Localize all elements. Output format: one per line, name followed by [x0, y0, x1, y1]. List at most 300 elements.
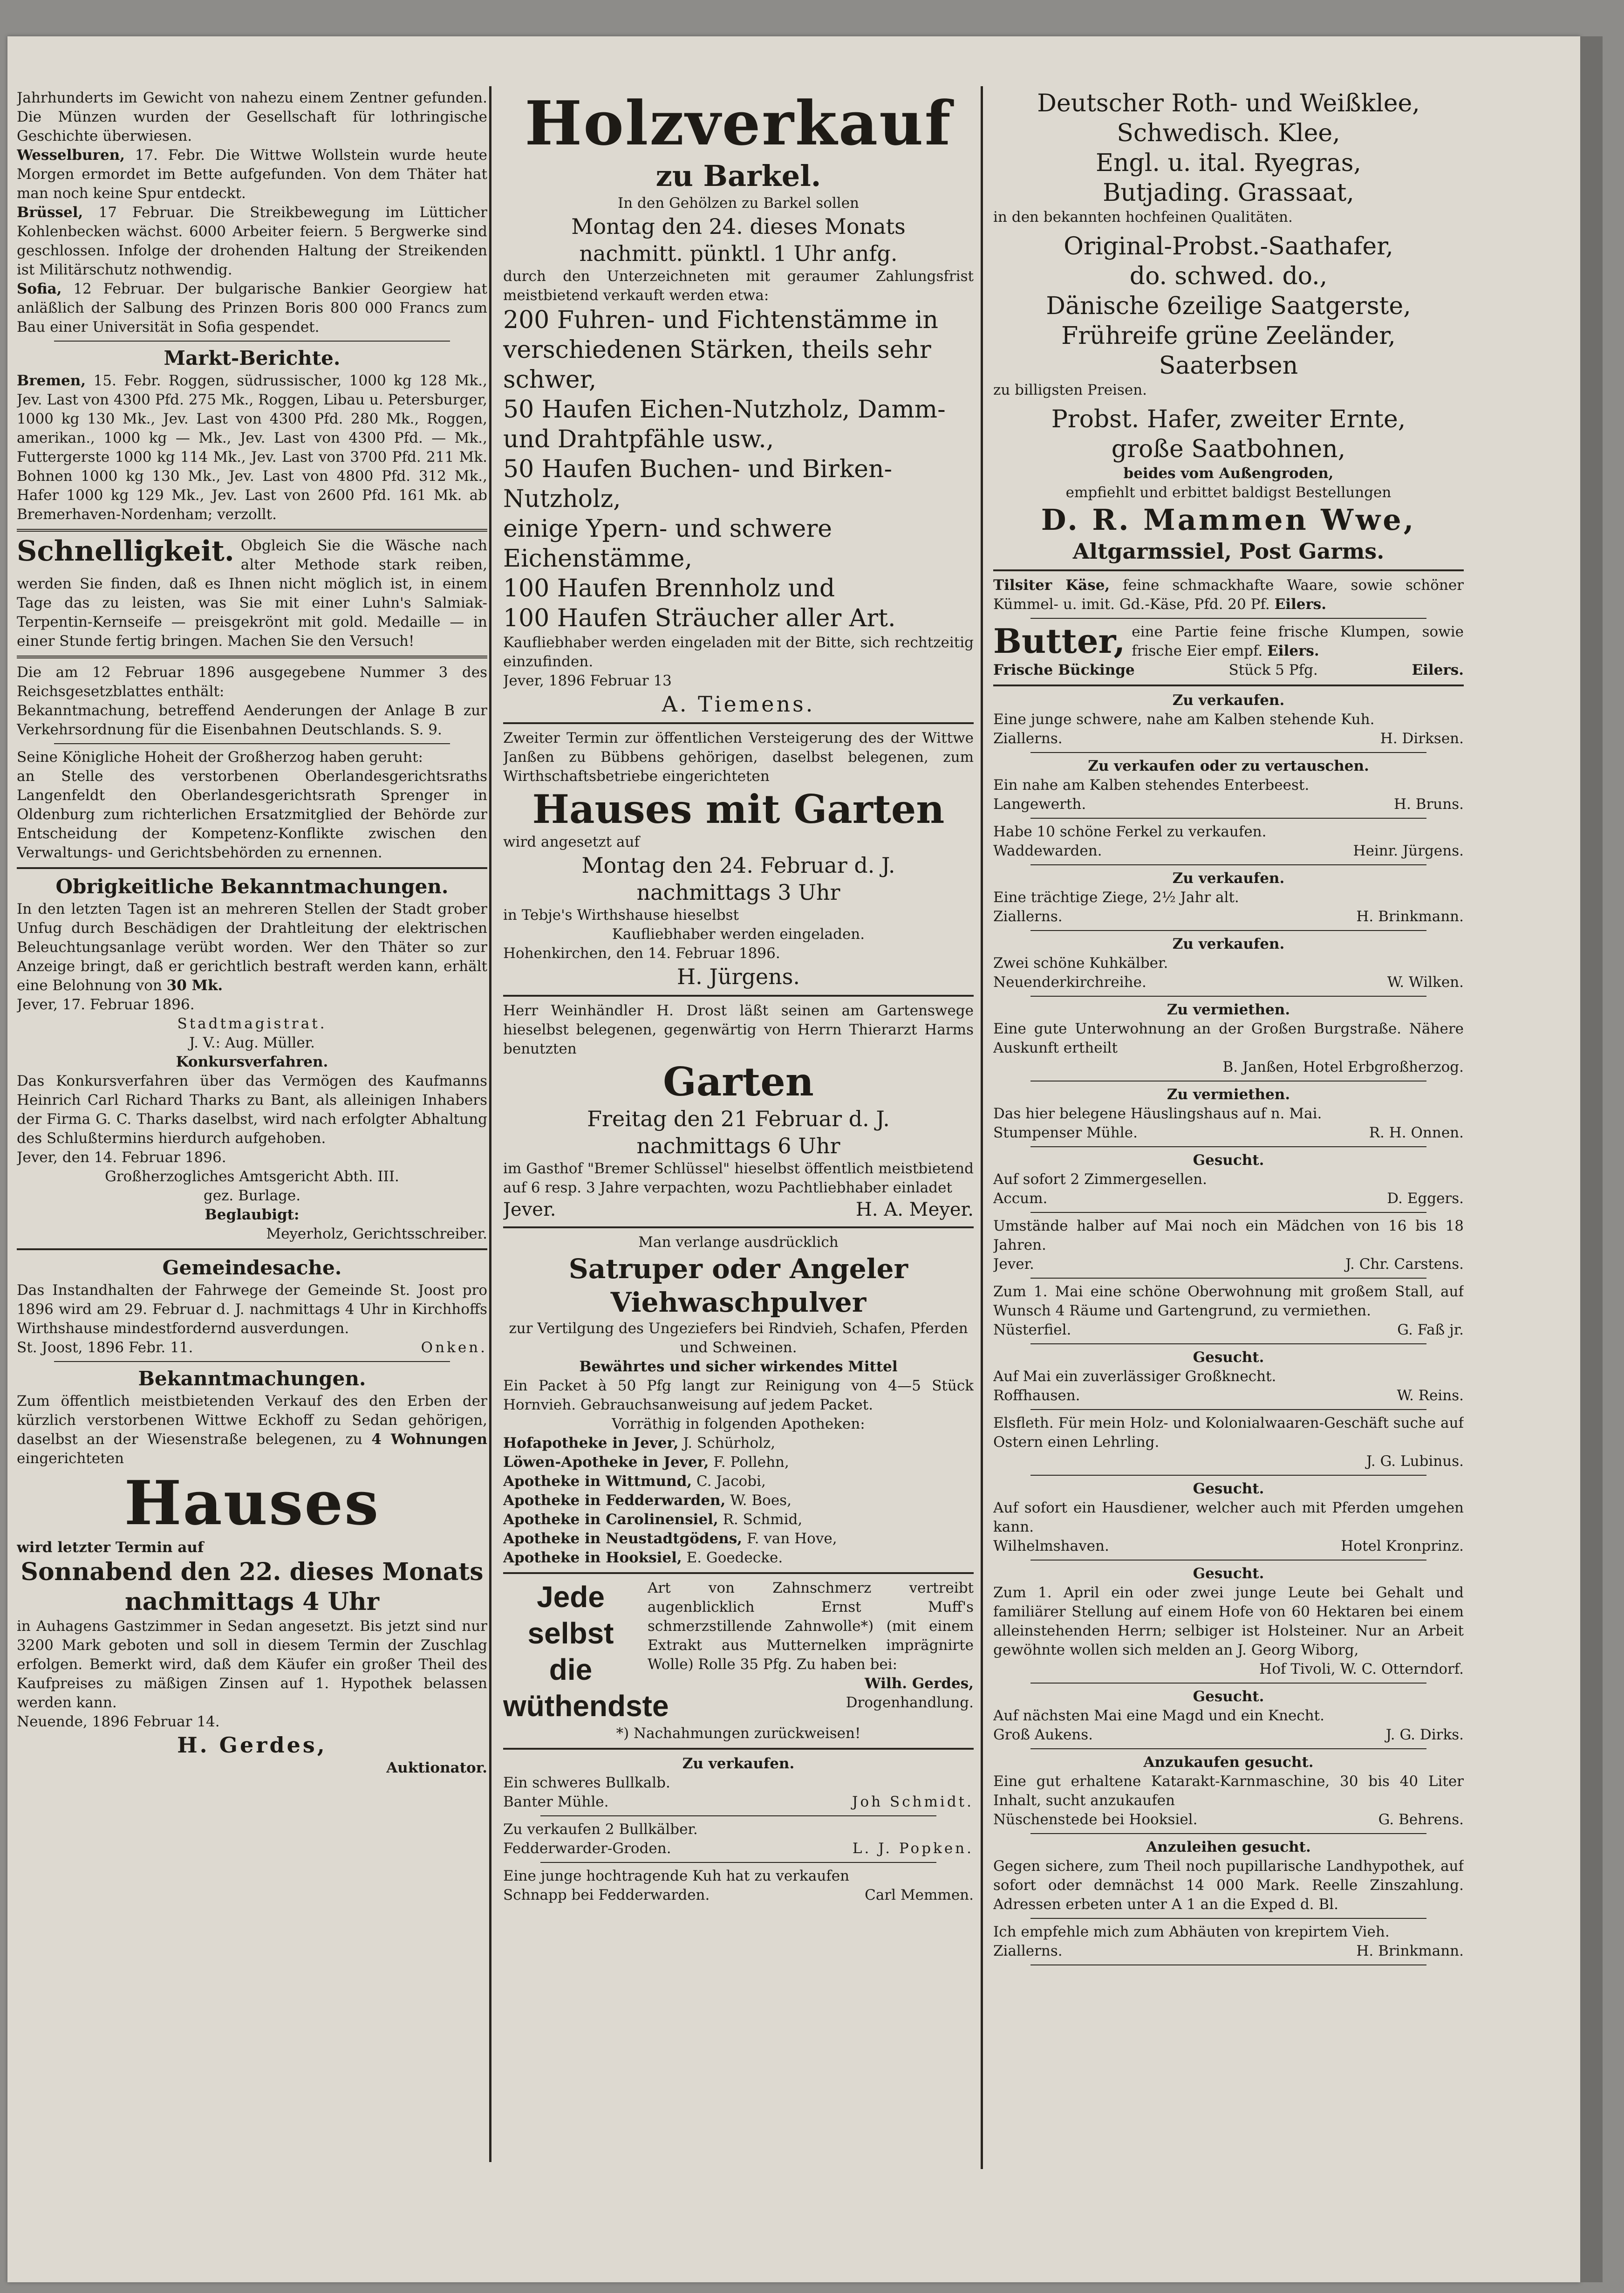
classified-text: Zum 1. April ein oder zwei junge Leute bei Gehalt und familiärer Stellung auf einem Hofe von 60 Hektaren bei einem alleinstehenden Herrn; selbiger ist Holsteiner. Nur an Arbeit gewöhnte wollen sich melden an J. Georg Wiborg,: [993, 1584, 1464, 1658]
ad-seller-shop: Drogenhandlung.: [846, 1694, 974, 1711]
news-item: [17, 203, 487, 280]
notice-footer: [17, 1338, 487, 1357]
classified-footer: [993, 842, 1464, 861]
divider: [503, 1572, 974, 1574]
pharmacy-name: Apotheke in Neustadtgödens,: [503, 1530, 743, 1547]
divider: [17, 867, 487, 869]
seed-item: do. schwed. do.,: [1129, 262, 1328, 290]
classified-text: Elsfleth. Für mein Holz- und Kolonialwaaren-Geschäft suche auf Ostern einen Lehrling.: [993, 1415, 1464, 1451]
ad-place: Fedderwarder-Groden.: [503, 1840, 671, 1857]
classified-signatory: Heinr. Jürgens.: [1353, 842, 1464, 859]
classified-place: Ziallerns.: [993, 730, 1063, 747]
auction-date: Montag den 24. Februar d. J.: [581, 853, 895, 878]
classified-ad: [993, 1085, 1464, 1147]
classified-heading: Anzuleihen gesucht.: [1146, 1839, 1311, 1855]
auction-location: in Tebje's Wirthshause hieselbst: [503, 907, 739, 924]
classified-footer: [993, 1321, 1464, 1340]
divider: [1030, 1146, 1426, 1147]
ad-zahnwolle-heading: [503, 1579, 669, 1724]
classified-text: Habe 10 schöne Ferkel zu verkaufen.: [993, 823, 1267, 840]
divider: [1030, 1833, 1426, 1834]
market-text: 15. Febr. Roggen, südrussischer, 1000 kg 128 Mk., Jev. Last von 4300 Pfd. 275 Mk., Roggen, Libau u. Petersburger, 1000 kg 130 Mk., Jev. Last von 4300 Pfd. 280 Mk., Roggen, amerikan., 1000 kg — Mk., Jev. Last von 4300 Pfd. — Mk., Futtergerste 1000 kg 114 Mk., Jev. Last von 3700 Pfd. 211 Mk. Bohnen 1000 kg 130 Mk., Jev. Last von 4800 Pfd. 312 Mk., Hafer 1000 kg 129 Mk., Jev. Last von 2600 Pfd. 161 Mk. ab Bremerhaven-Nordenham; verzollt.: [17, 372, 487, 523]
divider: [54, 1361, 450, 1362]
divider: [1030, 1409, 1426, 1410]
classified-text: Zwei schöne Kuhkälber.: [993, 955, 1168, 972]
classified-footer: [993, 1537, 1464, 1556]
classified-footer: [993, 1452, 1464, 1471]
sale-date: Montag den 24. dieses Monats: [571, 214, 906, 239]
divider: [503, 995, 974, 997]
classified-signatory: H. Brinkmann.: [1356, 1943, 1464, 1959]
column-right: [993, 89, 1464, 2223]
pharmacy-item: [503, 1548, 974, 1567]
ad-footer: [503, 1793, 974, 1812]
classified-signatory: G. Faß jr.: [1397, 1321, 1464, 1338]
notice-court: Großherzogliches Amtsgericht Abth. III.: [105, 1168, 399, 1185]
divider: [540, 1815, 936, 1816]
display-heading: Holzverkauf: [525, 89, 952, 159]
ad-heading: Schnelligkeit.: [17, 535, 234, 568]
display-subheading: zu Barkel.: [655, 159, 821, 193]
auctioneer-role: Auktionator.: [386, 1759, 487, 1776]
ad-footnote: *) Nachahmungen zurückweisen!: [616, 1725, 861, 1742]
classified-footer: [993, 729, 1464, 748]
classified-heading: Zu vermiethen.: [1167, 1086, 1290, 1103]
pharmacy-name: Apotheke in Wittmund,: [503, 1473, 692, 1490]
divider: [1030, 1964, 1426, 1965]
notice-date: Jever, 17. Februar 1896.: [17, 996, 195, 1013]
news-item: [17, 146, 487, 203]
classified-place: Stumpenser Mühle.: [993, 1124, 1138, 1141]
notice-body: eingerichteten: [17, 1450, 124, 1467]
lease-signatory: H. A. Meyer.: [856, 1199, 974, 1220]
auction-time: nachmittags 4 Uhr: [124, 1588, 380, 1616]
auction-line: wird angesetzt auf: [503, 834, 640, 850]
seed-note: in den bekannten hochfeinen Qualitäten.: [993, 209, 1293, 226]
auction-line: wird letzter Termin auf: [17, 1539, 204, 1556]
sale-date-line: Jever, 1896 Februar 13: [503, 672, 672, 689]
classified-place: Jever.: [993, 1256, 1034, 1273]
display-heading: Hauses: [124, 1467, 380, 1539]
seed-item: Schwedisch. Klee,: [1117, 119, 1340, 147]
pharmacy-owner: W. Boes,: [730, 1492, 792, 1509]
ad-highlight: Frische Bückinge: [993, 662, 1135, 678]
divider: [540, 1862, 936, 1863]
news-place: Wesselburen,: [17, 147, 125, 164]
classified-ad: [993, 1564, 1464, 1684]
subsection-heading: Zu verkaufen.: [682, 1755, 795, 1772]
divider: [503, 722, 974, 724]
ad-heading: Butter,: [993, 621, 1126, 661]
notice-body: In den letzten Tagen ist an mehreren Stellen der Stadt grober Unfug durch Beschädigen der Drahtleitung der elektrischen Beleuchtungsanlage verübt worden. Wer den Thäter so zur Anzeige bringt, daß er gerichtlich bestraft werden kann, erhält eine Belohnung von: [17, 901, 487, 994]
classified-place: Langewerth.: [993, 796, 1086, 813]
classified-footer: [993, 973, 1464, 992]
classified-ad: [993, 691, 1464, 753]
market-report: [17, 371, 487, 524]
ad-tilsit: [993, 576, 1464, 614]
ad-footer: [503, 1839, 974, 1858]
divider: [1030, 1683, 1426, 1684]
classified-heading: Zu vermiethen.: [1167, 1001, 1290, 1018]
lease-footer: [503, 1198, 974, 1222]
divider: [1030, 1918, 1426, 1919]
classified-place: Wilhelmshaven.: [993, 1538, 1109, 1554]
divider: [503, 1748, 974, 1750]
auctioneer-name: H. Gerdes,: [177, 1732, 327, 1758]
classified-heading: Anzukaufen gesucht.: [1143, 1754, 1314, 1771]
classified-heading: Zu verkaufen.: [1172, 692, 1285, 709]
divider: [1030, 930, 1426, 931]
reward-amount: 30 Mk.: [166, 977, 223, 994]
page-shadow-edge: [1580, 36, 1603, 2282]
notice-date: Jever, den 14. Februar 1896.: [17, 1149, 226, 1166]
pharmacy-owner: F. Pollehn,: [713, 1454, 789, 1471]
pharmacy-item: [503, 1529, 974, 1548]
classified-footer: [993, 1386, 1464, 1405]
divider: [1030, 1278, 1426, 1279]
classified-footer: [993, 1942, 1464, 1961]
seed-item: Saaterbsen: [1159, 352, 1298, 380]
classified-ad: [993, 1479, 1464, 1561]
classified-ad: [993, 1000, 1464, 1081]
divider: [993, 684, 1464, 686]
seller-name: D. R. Mammen Wwe,: [1041, 503, 1416, 537]
ad-zahnwolle: [503, 1579, 974, 1724]
lease-text: im Gasthof "Bremer Schlüssel" hieselbst öffentlich meistbietend auf 6 resp. 3 Jahre verpachten, wozu Pachtliebhaber einladet: [503, 1160, 974, 1196]
notice-text: in Auhagens Gastzimmer in Sedan angesetzt. Bis jetzt sind nur 3200 Mark geboten und soll in diesem Termin der Zuschlag erfolgen. Bemerkt wird, daß dem Käufer ein großer Theil des Kaufpreises zu mäßigen Zinsen auf 1. Hypothek belassen werden kann.: [17, 1618, 487, 1711]
classified-heading: Gesucht.: [1193, 1688, 1264, 1705]
ad-footer: [503, 1886, 974, 1905]
classified-ad: [993, 1923, 1464, 1965]
divider: [1030, 818, 1426, 819]
column-rule: [981, 86, 983, 2169]
ad-buckinge: [993, 661, 1464, 680]
reichsgesetzblatt-content: Bekanntmachung, betreffend Aenderungen der Anlage B zur Verkehrsordnung für die Eisenbahnen Deutschlands. S. 9.: [17, 702, 487, 738]
seed-note: beides vom Außengroden,: [1123, 465, 1334, 482]
classified-text: Das hier belegene Häuslingshaus auf n. Mai.: [993, 1105, 1322, 1122]
seed-item: Deutscher Roth- und Weißklee,: [1037, 89, 1420, 117]
notice-text: Das Konkursverfahren über das Vermögen des Kaufmanns Heinrich Carl Richard Tharks zu Bant, als alleinigen Inhabers der Firma G. C. Tharks daselbst, wird nach erfolgter Abhaltung des Schlußtermins hierdurch aufgehoben.: [17, 1073, 487, 1147]
ad-signatory: Joh Schmidt.: [852, 1793, 974, 1810]
sale-intro: durch den Unterzeichneten mit geraumer Zahlungsfrist meistbietend verkauft werden etwa:: [503, 268, 974, 304]
hoheit-content: an Stelle des verstorbenen Oberlandesgerichtsraths Langenfeldt den Oberlandesgerichtsrath Sprenger in Oldenburg zum richterlichen Ersatzmitglied der Behörde zur Entscheidung der Kompetenz-Konflikte zwischen den Verwaltungs- und Gerichtsbehörden zu ernennen.: [17, 768, 487, 861]
sale-item: einige Ypern- und schwere Eichenstämme,: [503, 515, 832, 573]
pharmacy-item: [503, 1491, 974, 1510]
classified-ad: [993, 1838, 1464, 1919]
seed-item: Original-Probst.-Saathafer,: [1064, 233, 1393, 260]
pharmacy-owner: J. Schürholz,: [683, 1435, 776, 1451]
ad-signatory: L. J. Popken.: [852, 1840, 974, 1857]
divider: [54, 341, 450, 342]
classified-text: Ein nahe am Kalben stehendes Enterbeest.: [993, 777, 1310, 794]
ad-text: Eine junge hochtragende Kuh hat zu verkaufen: [503, 1868, 850, 1884]
classified-heading: Gesucht.: [1193, 1480, 1264, 1497]
notice-signatory: gez. Burlage.: [203, 1187, 301, 1204]
divider: [17, 529, 487, 532]
classified-footer: [993, 907, 1464, 926]
seed-item: Probst. Hafer, zweiter Ernte,: [1051, 405, 1406, 433]
market-place: Bremen,: [17, 372, 86, 389]
notice-signatory: Onken.: [421, 1339, 487, 1356]
classified-text: Eine trächtige Ziege, 2½ Jahr alt.: [993, 889, 1239, 906]
classified-place: Waddewarden.: [993, 842, 1102, 859]
seller-place: Altgarmssiel, Post Garms.: [1072, 539, 1385, 564]
sale-item: 100 Haufen Sträucher aller Art.: [503, 604, 896, 632]
sale-item: 100 Haufen Brennholz und: [503, 575, 835, 602]
product-text: zur Vertilgung des Ungeziefers bei Rindvieh, Schafen, Pferden und Schweinen.: [509, 1320, 968, 1356]
classified-signatory: W. Reins.: [1397, 1387, 1464, 1404]
sale-line: In den Gehölzen zu Barkel sollen: [617, 195, 860, 212]
pharmacy-item: [503, 1434, 974, 1453]
news-place: Brüssel,: [17, 204, 83, 221]
ad-text: Ein schweres Bullkalb.: [503, 1774, 670, 1791]
divider: [503, 1226, 974, 1228]
classified-text: Auf Mai ein zuverlässiger Großknecht.: [993, 1368, 1276, 1385]
classified-text: Eine junge schwere, nahe am Kalben stehende Kuh.: [993, 711, 1375, 728]
news-text: 17 Februar. Die Streikbewegung im Lütticher Kohlenbecken wächst. 6000 Arbeiter feiern. 5 Bergwerke sind geschlossen. Infolge der drohenden Haltung der Streikenden ist Militärschutz nothwendig.: [17, 204, 487, 278]
heading-word: die: [549, 1653, 593, 1686]
column-rule: [489, 86, 491, 2162]
pharmacy-item: [503, 1472, 974, 1491]
classified-text: Auf sofort 2 Zimmergesellen.: [993, 1171, 1207, 1188]
product-heading: Viehwaschpulver: [610, 1287, 867, 1318]
section-heading: Obrigkeitliche Bekanntmachungen.: [55, 875, 449, 898]
classified-text: Zum 1. Mai eine schöne Oberwohnung mit großem Stall, auf Wunsch 4 Räume und Gartengrund, zu vermiethen.: [993, 1283, 1464, 1319]
classified-signatory: R. H. Onnen.: [1369, 1124, 1464, 1141]
pharmacy-owner: E. Goedecke.: [686, 1549, 783, 1566]
ad-signatory: Eilers.: [1274, 596, 1327, 613]
display-heading: Hauses mit Garten: [532, 786, 945, 832]
pharmacy-list: [503, 1434, 974, 1567]
classified-signatory: Hotel Kronprinz.: [1341, 1538, 1464, 1554]
divider: [1030, 1560, 1426, 1561]
pharmacy-name: Hofapotheke in Jever,: [503, 1435, 679, 1451]
pharmacy-name: Apotheke in Carolinensiel,: [503, 1511, 718, 1528]
product-pre: Man verlange ausdrücklich: [638, 1234, 839, 1251]
notice-text: [17, 1392, 487, 1468]
seed-item: Dänische 6zeilige Saatgerste,: [1046, 292, 1411, 320]
ad-signatory: Eilers.: [1267, 643, 1319, 659]
divider: [1030, 1343, 1426, 1344]
hoheit-text: Seine Königliche Hoheit der Großherzog haben geruht:: [17, 749, 423, 766]
classified-ad: [993, 1687, 1464, 1749]
divider: [17, 656, 487, 658]
classified-ad: [993, 1282, 1464, 1344]
divider: [17, 1248, 487, 1250]
ad-text: Stück 5 Pfg.: [1228, 662, 1318, 678]
ad-seller: Wilh. Gerdes,: [864, 1675, 974, 1692]
classified-footer: [993, 1725, 1464, 1745]
notice-date: St. Joost, 1896 Febr. 11.: [17, 1339, 193, 1356]
classified-heading: Zu verkaufen oder zu vertauschen.: [1088, 758, 1369, 774]
reichsgesetzblatt: Die am 12 Februar 1896 ausgegebene Nummer 3 des Reichsgesetzblattes enthält:: [17, 664, 487, 700]
classified-text: Umstände halber auf Mai noch ein Mädchen von 16 bis 18 Jahren.: [993, 1218, 1464, 1253]
notice-body: Zum öffentlich meistbietenden Verkauf des den Erben der kürzlich verstorbenen Wittwe Eckhoff zu Sedan gehörigen, daselbst an der Wiesenstraße belegenen, zu: [17, 1393, 487, 1448]
pharmacy-item: [503, 1453, 974, 1472]
classified-heading: Zu verkaufen.: [1172, 870, 1285, 887]
classified-signatory: B. Janßen, Hotel Erbgroßherzog.: [1222, 1059, 1464, 1075]
notice-date: Neuende, 1896 Februar 14.: [17, 1713, 220, 1730]
intro-text: Jahrhunderts im Gewicht von nahezu einem Zentner gefunden. Die Münzen wurden der Gesellschaft für lothringische Geschichte überwiesen.: [17, 89, 487, 144]
ad-highlight: Tilsiter Käse,: [993, 577, 1110, 594]
classified-text: Eine gute Unterwohnung an der Großen Burgstraße. Nähere Auskunft ertheilt: [993, 1020, 1464, 1056]
classified-place: Nüschenstede bei Hooksiel.: [993, 1811, 1198, 1828]
classified-ad: [993, 1414, 1464, 1476]
classified-place: Accum.: [993, 1190, 1048, 1207]
classified-footer: [993, 1058, 1464, 1077]
section-heading: Bekanntmachungen.: [138, 1367, 366, 1390]
auction-time: nachmittags 3 Uhr: [636, 880, 840, 905]
classified-signatory: J. G. Dirks.: [1385, 1726, 1464, 1743]
seed-item: Butjading. Grassaat,: [1103, 179, 1354, 207]
notice-text: [17, 900, 487, 995]
product-text: Ein Packet à 50 Pfg langt zur Reinigung von 4—5 Stück Hornvieh. Gebrauchsanweisung auf jedem Packet.: [503, 1377, 974, 1413]
heading-word: Jede: [537, 1580, 605, 1614]
auction-date-line: Hohenkirchen, den 14. Februar 1896.: [503, 945, 780, 962]
classified-footer: [993, 1123, 1464, 1143]
classified-footer: [993, 1255, 1464, 1274]
divider: [1030, 996, 1426, 997]
divider: [54, 743, 450, 744]
divider: [1030, 864, 1426, 865]
pharmacy-owner: R. Schmid,: [723, 1511, 803, 1528]
ad-signatory: Eilers.: [1412, 662, 1464, 678]
ad-text: Zu verkaufen 2 Bullkälber.: [503, 1821, 698, 1838]
auction-intro: Zweiter Termin zur öffentlichen Versteigerung des der Wittwe Janßen zu Bübbens gehörigen, daselbst belegenen, zum Wirthschaftsbetriebe eingerichteten: [503, 730, 974, 785]
notice-highlight: 4 Wohnungen: [371, 1431, 487, 1448]
ad-text: feine schmackhafte Waare, sowie schöner Kümmel- u. imit. Gd.-Käse, Pfd. 20 Pf.: [993, 577, 1464, 613]
classified-place: Nüsterfiel.: [993, 1321, 1071, 1338]
classified-text: Auf sofort ein Hausdiener, welcher auch mit Pferden umgehen kann.: [993, 1499, 1464, 1535]
classified-signatory: H. Dirksen.: [1380, 730, 1464, 747]
classified-signatory: J. G. Lubinus.: [1366, 1453, 1464, 1470]
section-heading: Gemeindesache.: [162, 1256, 342, 1279]
classified-ad: [993, 1151, 1464, 1213]
column-middle: [503, 89, 974, 2167]
auction-date: Sonnabend den 22. dieses Monats: [20, 1558, 484, 1586]
pharmacies-intro: Vorräthig in folgenden Apotheken:: [612, 1416, 865, 1432]
classified-place: Groß Aukens.: [993, 1726, 1093, 1743]
pharmacy-owner: F. van Hove,: [746, 1530, 837, 1547]
classified-signatory: D. Eggers.: [1387, 1190, 1464, 1207]
ad-text: Art von Zahnschmerz vertreibt augenblicklich Ernst Muff's schmerzstillende Zahnwolle*) (mit einem Extrakt aus Mutternelken imprägnirte Wolle) Rolle 35 Pfg. Zu haben bei:: [648, 1580, 974, 1673]
news-place: Sofia,: [17, 281, 62, 297]
notice-signatory: Stadtmagistrat.: [177, 1015, 327, 1032]
classified-place: Ziallerns.: [993, 908, 1063, 925]
classified-ad: [993, 1348, 1464, 1410]
ad-butter: [993, 623, 1464, 661]
seed-item: Engl. u. ital. Ryegras,: [1096, 149, 1361, 177]
divider: [1030, 1748, 1426, 1749]
classified-heading: Gesucht.: [1193, 1152, 1264, 1169]
classified-ad: [993, 1753, 1464, 1834]
ad-text: Obgleich Sie die Wäsche nach alter Methode stark reiben, werden Sie finden, daß es Ihnen nicht möglich ist, in einem Tage das zu leisten, was Sie mit einer Luhn's Salmiak-Terpentin-Kernseife — preisgekrönt mit gold. Medaille — in einer Stunde fertig bringen. Machen Sie den Versuch!: [17, 537, 487, 650]
ad-place: Banter Mühle.: [503, 1793, 609, 1810]
subsection-heading: Konkursverfahren.: [176, 1054, 328, 1070]
divider: [1030, 1475, 1426, 1476]
sale-time: nachmitt. pünktl. 1 Uhr anfg.: [579, 241, 898, 266]
classified-place: Neuenderkirchreihe.: [993, 974, 1146, 991]
classified-place: Ziallerns.: [993, 1943, 1063, 1959]
classified-ad: [993, 935, 1464, 997]
lease-date: Freitag den 21 Februar d. J.: [587, 1106, 890, 1131]
ad-signatory: Carl Memmen.: [865, 1887, 974, 1903]
classifieds-list: [993, 691, 1464, 1965]
classified-signatory: H. Brinkmann.: [1356, 908, 1464, 925]
notice-certified: Beglaubigt:: [205, 1206, 300, 1223]
divider: [1030, 1212, 1426, 1213]
classified-heading: Gesucht.: [1193, 1349, 1264, 1366]
classified-ad: [993, 1217, 1464, 1279]
classified-ad: [993, 757, 1464, 819]
ad-place: Schnapp bei Fedderwarden.: [503, 1887, 710, 1903]
classified-ad: [993, 822, 1464, 865]
news-text: 17. Febr. Die Wittwe Wollstein wurde heute Morgen ermordet im Bette aufgefunden. Von dem Thäter hat man noch keine Spur entdeckt.: [17, 147, 487, 202]
pharmacy-name: Apotheke in Hooksiel,: [503, 1549, 682, 1566]
classified-signatory: J. Chr. Carstens.: [1345, 1256, 1464, 1273]
classified-heading: Gesucht.: [1193, 1565, 1264, 1582]
notice-signatory: J. V.: Aug. Müller.: [189, 1034, 315, 1051]
seed-note: empfiehlt und erbittet baldigst Bestellungen: [1065, 484, 1392, 501]
sale-invite: Kaufliebhaber werden eingeladen mit der Bitte, sich rechtzeitig einzufinden.: [503, 634, 974, 670]
auction-signatory: H. Jürgens.: [677, 964, 800, 989]
product-claim: Bewährtes und sicher wirkendes Mittel: [579, 1358, 898, 1375]
news-text: 12 Februar. Der bulgarische Bankier Georgiew hat anläßlich der Salbung des Prinzen Boris 800 000 Francs zum Bau einer Universität in Sofia gespendet.: [17, 281, 487, 335]
pharmacy-item: [503, 1510, 974, 1529]
divider: [1030, 618, 1426, 619]
classified-text: Auf nächsten Mai eine Magd und ein Knecht.: [993, 1707, 1324, 1724]
pharmacy-name: Löwen-Apotheke in Jever,: [503, 1454, 709, 1471]
notice-clerk: Meyerholz, Gerichtsschreiber.: [266, 1225, 487, 1242]
classified-signatory: H. Bruns.: [1393, 796, 1464, 813]
seed-note: zu billigsten Preisen.: [993, 382, 1147, 398]
sale-signatory: A. Tiemens.: [662, 691, 815, 717]
classified-ad: [993, 869, 1464, 931]
seed-item: große Saatbohnen,: [1111, 435, 1346, 463]
product-heading: Satruper oder Angeler: [568, 1253, 908, 1285]
heading-word: selbst: [527, 1616, 614, 1650]
pharmacy-owner: C. Jacobi,: [696, 1473, 766, 1490]
news-item: [17, 280, 487, 337]
lease-intro: Herr Weinhändler H. Drost läßt seinen am Gartenswege hieselbst belegenen, gegenwärtig von Herrn Thierarzt Harms benutzten: [503, 1002, 974, 1057]
classified-signatory: Hof Tivoli, W. C. Otterndorf.: [1259, 1661, 1464, 1677]
pharmacy-name: Apotheke in Fedderwarden,: [503, 1492, 726, 1509]
divider: [993, 569, 1464, 571]
sale-item: 50 Haufen Buchen- und Birken-Nutzholz,: [503, 455, 893, 513]
seed-item: Frühreife grüne Zeeländer,: [1061, 322, 1396, 350]
notice-text: Das Instandhalten der Fahrwege der Gemeinde St. Joost pro 1896 wird am 29. Februar d. J. nachmittags 4 Uhr in Kirchhoffs Wirthshause mindestfordernd ausverdungen.: [17, 1282, 487, 1337]
classified-text: Eine gut erhaltene Katarakt-Karnmaschine, 30 bis 40 Liter Inhalt, sucht anzukaufen: [993, 1773, 1464, 1809]
lease-time: nachmittags 6 Uhr: [636, 1133, 840, 1158]
column-left: [17, 89, 487, 2213]
display-heading: Garten: [663, 1059, 814, 1105]
classified-signatory: G. Behrens.: [1378, 1811, 1464, 1828]
classified-place: Roffhausen.: [993, 1387, 1080, 1404]
sale-item: 200 Fuhren- und Fichtenstämme in verschiedenen Stärken, theils sehr schwer,: [503, 306, 938, 394]
section-heading: Markt-Berichte.: [164, 347, 341, 370]
auction-invite: Kaufliebhaber werden eingeladen.: [612, 926, 865, 943]
classified-signatory: W. Wilken.: [1387, 974, 1464, 991]
ad-body: eine Partie feine frische Klumpen, sowie frische Eier empf.: [1132, 623, 1464, 659]
lease-place: Jever.: [503, 1199, 556, 1220]
classified-footer: [993, 1189, 1464, 1208]
classified-footer: [993, 1810, 1464, 1829]
classified-text: Gegen sichere, zum Theil noch pupillarische Landhypothek, auf sofort oder demnächst 14 000 Mark. Reelle Zinszahlung. Adressen erbeten unter A 1 an die Exped d. Bl.: [993, 1858, 1464, 1913]
classified-heading: Zu verkaufen.: [1172, 936, 1285, 952]
sale-item: 50 Haufen Eichen-Nutzholz, Damm- und Drahtpfähle usw.,: [503, 396, 946, 453]
ad-schnelligkeit: [17, 536, 487, 651]
heading-word: wüthendste: [503, 1689, 669, 1723]
